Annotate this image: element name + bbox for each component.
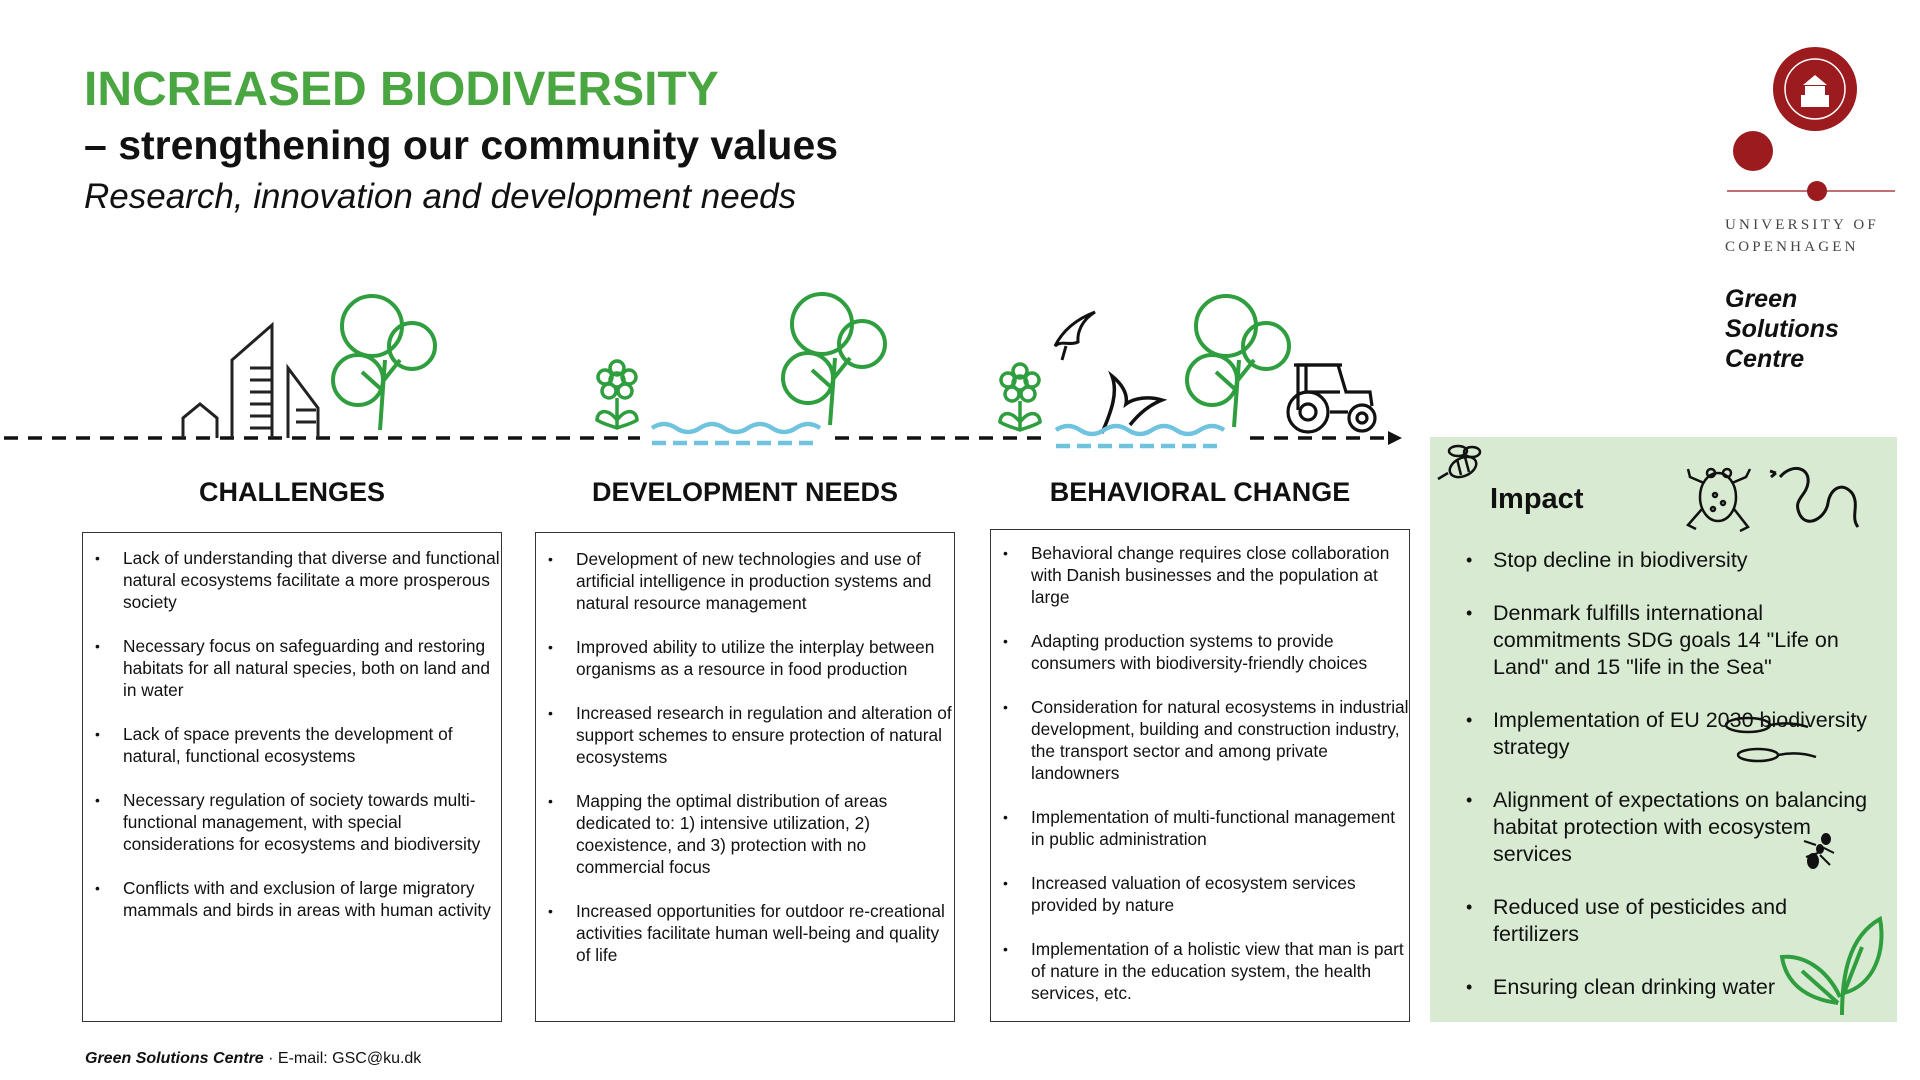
list-item: • Development of new technologies and use of artificial intelligence in production systems and natural resource management [536,548,954,614]
page-tagline: Research, innovation and development needs [84,177,797,216]
list-item: • Increased research in regulation and alteration of support schemes to ensure protection of natural ecosystems [536,702,954,768]
leaves-icon [1782,919,1882,1015]
centre-name-line1: Green [1725,285,1798,313]
development-needs-list [536,548,954,966]
list-item: • Lack of understanding that diverse and functional natural ecosystems facilitate a more prosperous society [83,547,501,613]
flower-icon [597,361,637,428]
water-icon [1056,426,1224,446]
list-item: • Improved ability to utilize the interplay between organisms as a resource in food production [536,636,954,680]
tractor-icon [1288,365,1375,432]
development-needs-box [535,532,955,1022]
tree-icon [1187,296,1289,427]
centre-name-line2: Solutions [1725,315,1839,343]
list-item: • Implementation of EU 2030 biodiversity strategy [1430,707,1870,761]
flower-icon [1000,364,1040,430]
impact-decorations [1430,437,1897,1022]
bee-icon [1438,446,1480,481]
footer-email: · E-mail: GSC@ku.dk [263,1050,422,1067]
list-item: • Stop decline in biodiversity [1430,547,1870,574]
centre-name-line3: Centre [1725,345,1805,373]
challenges-list [83,547,501,921]
university-logo [1725,45,1900,385]
frog-icon [1688,469,1750,531]
heading-challenges: CHALLENGES [198,477,385,507]
list-item: • Conflicts with and exclusion of large migratory mammals and birds in areas with human activity [83,877,501,921]
tree-icon [783,294,885,425]
university-name-line1: UNIVERSITY OF [1725,217,1879,233]
footer [85,1050,421,1068]
snake-icon [1770,468,1858,527]
list-item: • Alignment of expectations on balancing habitat protection with ecosystem services [1430,787,1870,868]
list-item: • Implementation of multi-functional management in public administration [991,806,1409,850]
tadpole-icon [1726,718,1816,761]
list-item: • Denmark fulfills international commitments SDG goals 14 "Life on Land" and 15 "life in the Sea" [1430,600,1870,681]
list-item: • Increased valuation of ecosystem services provided by nature [991,872,1409,916]
water-icon [652,424,820,443]
university-seal-icon [1725,45,1900,215]
list-item: • Necessary regulation of society towards multi-functional management, with special considerations for ecosystems and biodiversity [83,789,501,855]
list-item: • Implementation of a holistic view that man is part of nature in the education system, the health services, etc. [991,938,1409,1004]
list-item: • Reduced use of pesticides and fertilizers [1430,894,1870,948]
list-item: • Behavioral change requires close collaboration with Danish businesses and the population at large [991,542,1409,608]
list-item: • Ensuring clean drinking water [1430,974,1870,1001]
timeline-illustration [0,280,1430,455]
list-item: • Necessary focus on safeguarding and restoring habitats for all natural species, both on land and in water [83,635,501,701]
impact-title: Impact [1490,483,1584,515]
list-item: • Lack of space prevents the development of natural, functional ecosystems [83,723,501,767]
heading-development-needs: DEVELOPMENT NEEDS [591,477,899,507]
university-name-line2: COPENHAGEN [1725,239,1859,255]
buildings-icon [183,325,318,438]
page-subtitle: – strengthening our community values [84,122,839,168]
list-item: • Consideration for natural ecosystems in industrial development, building and construction industry, the transport sector and among private landowners [991,696,1409,784]
ant-icon [1804,834,1834,868]
footer-org: Green Solutions Centre [85,1050,264,1067]
tree-icon [333,296,435,430]
list-item: • Mapping the optimal distribution of areas dedicated to: 1) intensive utilization, 2) coexistence, and 3) protection with no commercial focus [536,790,954,878]
page-title: INCREASED BIODIVERSITY [84,63,719,116]
behavioral-change-box [990,529,1410,1022]
bird-icon [1055,312,1095,360]
list-item: • Adapting production systems to provide consumers with biodiversity-friendly choices [991,630,1409,674]
impact-panel [1430,437,1897,1022]
challenges-box [82,532,502,1022]
behavioral-change-list [991,542,1409,1004]
list-item: • Increased opportunities for outdoor re-creational activities facilitate human well-being and quality of life [536,900,954,966]
heading-behavioral-change: BEHAVIORAL CHANGE [1049,477,1351,507]
